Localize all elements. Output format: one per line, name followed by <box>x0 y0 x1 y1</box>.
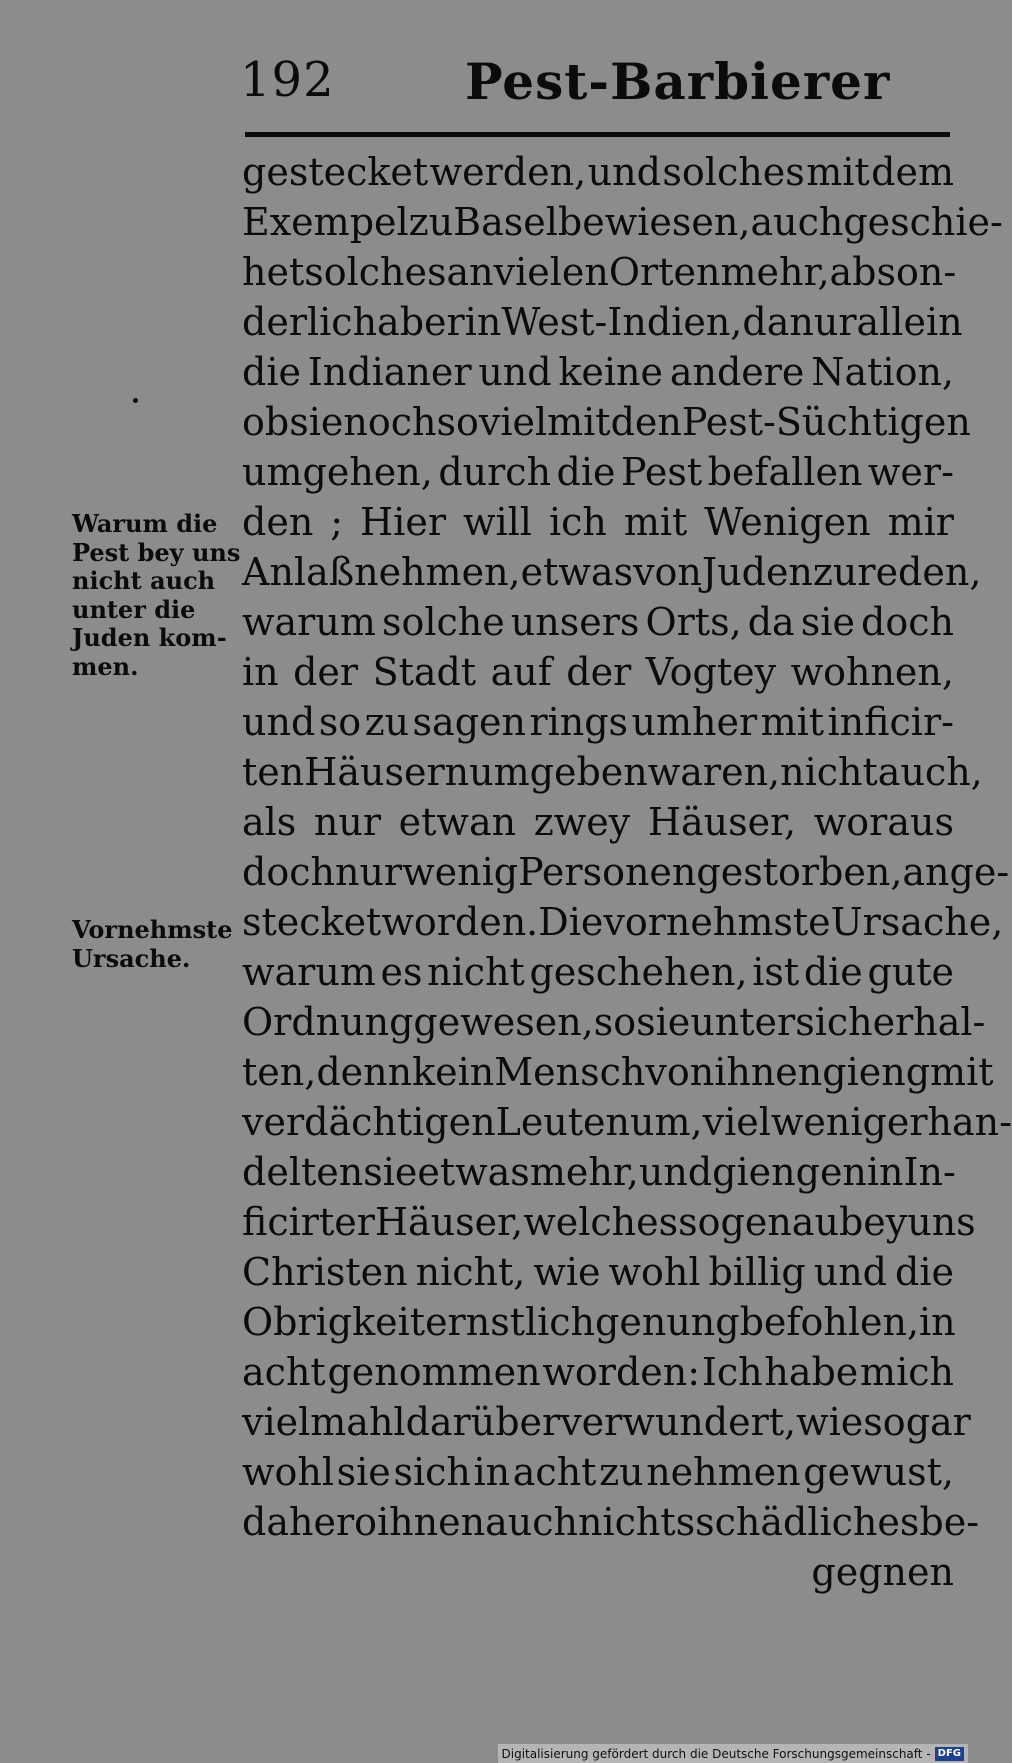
word: zu <box>408 200 454 244</box>
margin-note-line: unter die <box>72 594 196 624</box>
word: denn <box>316 1050 413 1094</box>
text-line <box>242 1447 954 1497</box>
text-line <box>242 1197 976 1247</box>
text-line <box>242 897 1004 947</box>
word: abson- <box>829 250 957 294</box>
word: so <box>593 1000 637 1044</box>
word: mit <box>760 700 825 744</box>
word: Vogtey <box>645 650 777 694</box>
word: und <box>242 700 316 744</box>
word: mehr, <box>529 1150 639 1194</box>
word: gute <box>867 950 954 994</box>
word: noch <box>343 400 437 444</box>
word: viel <box>702 1100 771 1144</box>
word: mit <box>930 1050 994 1094</box>
word: nicht <box>427 950 525 994</box>
word: nur <box>789 300 857 344</box>
word: be- <box>919 1500 980 1544</box>
word: rings <box>529 700 629 744</box>
word: in <box>464 300 502 344</box>
word: auch <box>750 200 844 244</box>
text-line <box>242 197 1003 247</box>
word: und <box>638 1150 713 1194</box>
page-number: 192 <box>240 52 335 108</box>
word: derlich <box>242 300 378 344</box>
word: ; <box>330 500 344 544</box>
word: Pest <box>621 450 703 494</box>
word: umgeben <box>469 750 648 794</box>
word: Stadt <box>372 650 477 694</box>
text-line <box>242 1147 954 1197</box>
word: wohl <box>242 1450 335 1494</box>
text-line <box>242 1497 980 1547</box>
word: Mensch <box>494 1050 646 1094</box>
word: nicht <box>780 750 878 794</box>
word: vielen <box>493 250 609 294</box>
word: die <box>895 1250 954 1294</box>
word: etwan <box>398 800 517 844</box>
word: uns <box>907 1200 976 1244</box>
word: warum <box>242 950 376 994</box>
text-line <box>242 147 954 197</box>
word: waren, <box>647 750 781 794</box>
word: da <box>742 300 790 344</box>
word: in <box>866 1150 904 1194</box>
word: vielmahl <box>242 1400 406 1444</box>
text-line <box>242 647 954 697</box>
word: geschehen, <box>529 950 748 994</box>
word: woraus <box>813 800 954 844</box>
word: verdächtigen <box>242 1100 496 1144</box>
word: etwas <box>520 550 634 594</box>
word: genau <box>720 1200 839 1244</box>
word: schädliches <box>695 1500 920 1544</box>
footer-text: Digitalisierung gefördert durch die Deutsche Forschungsgemeinschaft - <box>501 1746 931 1761</box>
word: wer- <box>867 450 954 494</box>
word: nichts <box>577 1500 696 1544</box>
word: Anlaß <box>242 550 355 594</box>
word: befohlen, <box>739 1300 920 1344</box>
text-line <box>242 547 982 597</box>
word: solches <box>304 250 447 294</box>
margin-note-cause <box>72 916 233 973</box>
word: Ordnung <box>242 1000 414 1044</box>
word: unsers <box>510 600 640 644</box>
word: nur <box>313 800 382 844</box>
word: sie <box>289 400 344 444</box>
word: ten, <box>242 1050 317 1094</box>
word: will <box>462 500 532 544</box>
word: und <box>587 150 661 194</box>
text-line <box>242 1097 1012 1147</box>
word: ihnen <box>377 1500 486 1544</box>
word: gewesen, <box>413 1000 594 1044</box>
word: Pest-Süchtigen <box>681 400 971 444</box>
word: ernstlich <box>425 1300 596 1344</box>
text-line <box>242 497 954 547</box>
word: in <box>919 1300 956 1344</box>
word: nehmen, <box>354 550 521 594</box>
margin-note-line: Pest bey uns <box>72 537 241 567</box>
word: der <box>566 650 632 694</box>
text-line <box>242 1347 954 1397</box>
word: Juden <box>701 550 813 594</box>
word: so <box>318 700 362 744</box>
text-line <box>242 1397 971 1447</box>
word: umher <box>631 700 758 744</box>
text-line <box>242 797 954 847</box>
word: an <box>446 250 494 294</box>
word: unter <box>690 1000 796 1044</box>
word: und <box>813 1250 888 1294</box>
margin-note-line: Warum die <box>72 509 218 538</box>
word: auch, <box>877 750 983 794</box>
word: wohl <box>608 1250 701 1294</box>
word: Basel <box>453 200 558 244</box>
text-line <box>242 397 971 447</box>
word: mit <box>547 400 611 444</box>
text-line <box>242 597 954 647</box>
word: Obrigkeit <box>242 1300 426 1344</box>
word: ten <box>242 750 305 794</box>
catchword: gegnen <box>811 1550 954 1594</box>
word: der <box>293 650 359 694</box>
word: acht <box>242 1350 326 1394</box>
word: ficirter <box>242 1200 375 1244</box>
word: mit <box>623 500 688 544</box>
margin-note-line: Ursache. <box>72 943 191 973</box>
word: gar <box>905 1400 971 1444</box>
word: In- <box>903 1150 956 1194</box>
word: so <box>863 1400 906 1444</box>
word: Orten <box>608 250 721 294</box>
word: Christen <box>242 1250 408 1294</box>
word: zu <box>364 700 410 744</box>
word: auch <box>485 1500 578 1544</box>
word: Exempel <box>242 200 409 244</box>
margin-note-line: Juden kom- <box>72 623 227 652</box>
word: sich <box>795 1000 873 1044</box>
text-line <box>242 1247 954 1297</box>
word: genung <box>595 1300 740 1344</box>
word: ihnen <box>714 1050 823 1094</box>
word: billig <box>708 1250 806 1294</box>
word: solches <box>662 150 805 194</box>
word: Ich <box>701 1350 763 1394</box>
word: Wenigen <box>704 500 871 544</box>
word: ist <box>752 950 800 994</box>
word: den <box>610 400 682 444</box>
word: bewiesen, <box>557 200 751 244</box>
word: die <box>556 450 616 494</box>
word: delten <box>242 1150 364 1194</box>
word: die <box>242 350 301 394</box>
word: mir <box>887 500 954 544</box>
word: durch <box>438 450 552 494</box>
margin-note-jews <box>72 510 240 681</box>
word: Personen <box>518 850 697 894</box>
word: in <box>473 1450 511 1494</box>
word: andere <box>669 350 805 394</box>
word: nur <box>334 850 403 894</box>
word: es <box>380 950 423 994</box>
word: und <box>478 350 552 394</box>
text-line <box>242 347 954 397</box>
word: warum <box>242 600 376 644</box>
word: dem <box>871 150 954 194</box>
word: die <box>803 950 863 994</box>
word: han- <box>927 1100 1012 1144</box>
word: weniger <box>770 1100 928 1144</box>
text-line <box>242 747 983 797</box>
text-line <box>242 1297 954 1347</box>
word: so <box>678 1200 721 1244</box>
word: gestorben, <box>696 850 903 894</box>
word: ange- <box>902 850 1010 894</box>
word: nehmen <box>646 1450 801 1494</box>
word: aber <box>377 300 465 344</box>
word: Häuser, <box>374 1200 524 1244</box>
word: mehr, <box>720 250 830 294</box>
word: reden, <box>857 550 982 594</box>
word: genommen <box>327 1350 541 1394</box>
word: nicht, <box>415 1250 526 1294</box>
word: sagen <box>412 700 526 744</box>
word: viel <box>478 400 548 444</box>
text-line <box>242 297 963 347</box>
word: werden, <box>429 150 587 194</box>
word: gestecket <box>242 150 429 194</box>
word: von <box>645 1050 715 1094</box>
word: gewust, <box>803 1450 954 1494</box>
word: worden. <box>381 900 539 944</box>
margin-note-line: men. <box>72 651 139 681</box>
word: worden: <box>542 1350 701 1394</box>
word: habe <box>764 1350 859 1394</box>
word: als <box>242 800 297 844</box>
word: bey <box>838 1200 908 1244</box>
word: Ursache, <box>830 900 1004 944</box>
word: sie <box>363 1150 418 1194</box>
word: sie <box>800 600 855 644</box>
word: befallen <box>707 450 863 494</box>
body-text <box>242 147 1012 1597</box>
header-rule <box>245 132 950 137</box>
margin-note-line: nicht auch <box>72 566 216 595</box>
text-line <box>242 697 954 747</box>
word: von <box>633 550 702 594</box>
dfg-logo-icon: DFG <box>935 1747 964 1761</box>
word: umgehen, <box>242 450 433 494</box>
word: sie <box>336 1450 391 1494</box>
word: het <box>242 250 305 294</box>
word: giengen <box>712 1150 867 1194</box>
word: kein <box>412 1050 495 1094</box>
text-line <box>242 1047 994 1097</box>
digitization-footer <box>498 1744 969 1763</box>
word: Hier <box>360 500 446 544</box>
margin-note-line: Vornehmste <box>72 915 233 944</box>
word: solche <box>381 600 505 644</box>
word: darüber <box>405 1400 561 1444</box>
running-title: Pest-Barbierer <box>465 52 891 111</box>
word: wenig <box>402 850 519 894</box>
word: Häusern <box>304 750 470 794</box>
word: vornehmste <box>603 900 831 944</box>
word: ob <box>242 400 290 444</box>
text-line <box>242 847 1010 897</box>
word: stecket <box>242 900 382 944</box>
text-line <box>242 947 954 997</box>
text-line <box>242 997 986 1047</box>
word: zwey <box>533 800 631 844</box>
word: in <box>242 650 279 694</box>
word: zu <box>599 1450 644 1494</box>
word: mit <box>806 150 870 194</box>
word: sie <box>636 1000 691 1044</box>
word: ich <box>548 500 607 544</box>
word: so <box>436 400 479 444</box>
text-line <box>242 247 957 297</box>
word: gieng <box>822 1050 931 1094</box>
word: etwas <box>417 1150 530 1194</box>
word: wohnen, <box>790 650 954 694</box>
word: mich <box>860 1350 954 1394</box>
word: inficir- <box>827 700 954 744</box>
word: doch <box>242 850 335 894</box>
word: auf <box>490 650 552 694</box>
word: wie <box>796 1400 864 1444</box>
word: dahero <box>242 1500 377 1544</box>
word: geschie- <box>843 200 1003 244</box>
word: welches <box>523 1200 679 1244</box>
word: den <box>242 500 314 544</box>
word: acht <box>512 1450 597 1494</box>
word: Die <box>538 900 604 944</box>
word: allein <box>856 300 963 344</box>
word: sich <box>393 1450 471 1494</box>
word: erhal- <box>872 1000 986 1044</box>
text-line <box>242 447 954 497</box>
word: Nation, <box>811 350 954 394</box>
word: keine <box>558 350 664 394</box>
word: Orts, <box>645 600 742 644</box>
word: zu <box>812 550 858 594</box>
ink-speck <box>133 398 138 403</box>
word: Leuten <box>495 1100 631 1144</box>
word: wie <box>533 1250 601 1294</box>
word: Häuser, <box>647 800 797 844</box>
word: West-Indien, <box>501 300 743 344</box>
word: da <box>747 600 795 644</box>
word: um, <box>630 1100 703 1144</box>
word: doch <box>861 600 954 644</box>
word: Indianer <box>307 350 472 394</box>
word: verwundert, <box>560 1400 797 1444</box>
